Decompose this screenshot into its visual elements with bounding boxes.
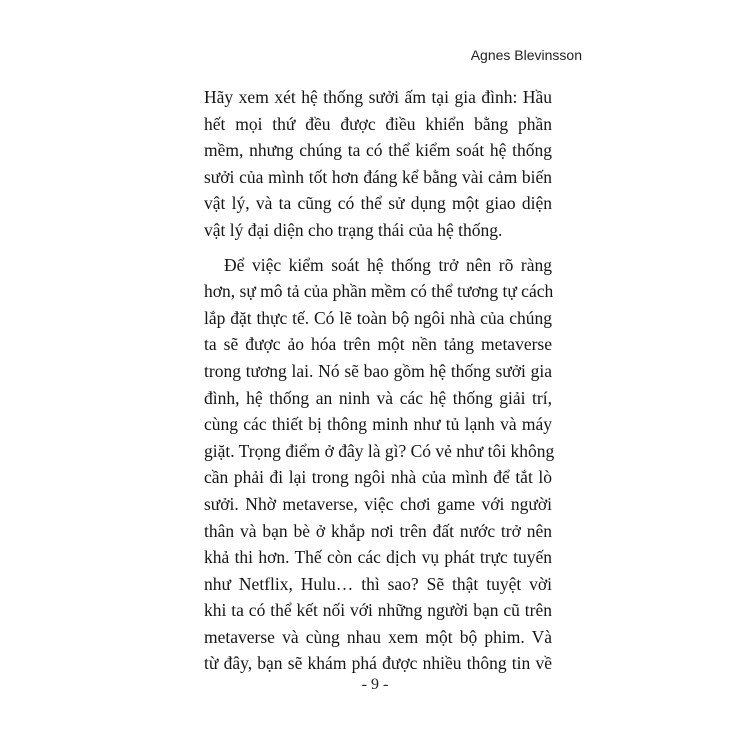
body-text: [204, 84, 555, 677]
text-line: lắp đặt thực tế. Có lẽ toàn bộ ngôi nhà của chúng: [204, 307, 552, 328]
text-line: mềm, nhưng chúng ta có thể kiểm soát hệ thống: [204, 140, 552, 161]
text-line: khả thi hơn. Thế còn các dịch vụ phát trực tuyến: [204, 547, 552, 568]
text-line: Để việc kiểm soát hệ thống trở nên rõ ràng: [224, 254, 552, 275]
text-line: từ đây, bạn sẽ khám phá được nhiều thông tin về: [204, 653, 552, 674]
text-line: metaverse và cùng nhau xem một bộ phim. Và: [204, 626, 552, 647]
running-header-author: Agnes Blevinsson: [470, 47, 582, 63]
text-line: cùng các thiết bị thông minh như tủ lạnh và máy: [204, 414, 552, 435]
text-line: hết mọi thứ đều được điều khiển bằng phần: [204, 113, 552, 134]
text-line: thân và bạn bè ở khắp nơi trên đất nước trở nên: [204, 520, 552, 541]
text-line: trong tương lai. Nó sẽ bao gồm hệ thống sưởi gia: [204, 360, 552, 381]
paragraph-1: [204, 84, 552, 244]
text-line: giặt. Trọng điểm ở đây là gì? Có vẻ như tôi không: [204, 440, 555, 461]
text-line: sưởi. Nhờ metaverse, việc chơi game với người: [204, 493, 552, 514]
text-line: hơn, sự mô tả của phần mềm có thể tương tự cách: [204, 281, 554, 302]
text-line: vật lý đại diện cho trạng thái của hệ thống.: [204, 219, 503, 240]
text-line: Hãy xem xét hệ thống sưởi ấm tại gia đình: Hầu: [204, 87, 552, 107]
text-line: ta sẽ được ảo hóa trên một nền tảng metaverse: [204, 334, 552, 355]
text-line: sưởi của mình tốt hơn đáng kể bằng vài cảm biến: [204, 166, 552, 187]
text-line: đình, hệ thống an ninh và các hệ thống giải trí,: [204, 387, 552, 408]
text-line: vật lý, và ta cũng có thể sử dụng một giao diện: [204, 193, 552, 214]
paragraph-2: [204, 252, 555, 678]
text-line: khi ta có thể kết nối với những người bạn cũ trên: [204, 600, 552, 621]
text-line: như Netflix, Hulu… thì sao? Sẽ thật tuyệt vời: [204, 573, 552, 594]
page-number: - 9 -: [361, 676, 389, 693]
text-line: cần phải đi lại trong ngôi nhà của mình để tắt lò: [204, 467, 552, 488]
